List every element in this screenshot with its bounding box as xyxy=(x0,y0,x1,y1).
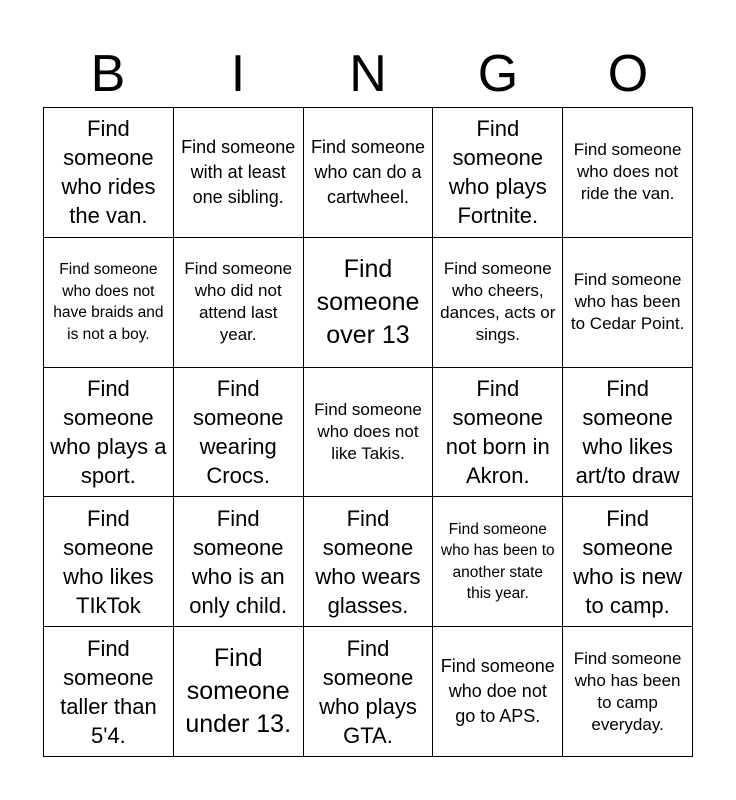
bingo-cell-r3-c5 xyxy=(563,368,693,498)
bingo-header xyxy=(43,40,693,108)
bingo-cell-r1-c5 xyxy=(563,108,693,238)
bingo-cell-r5-c4 xyxy=(433,627,563,757)
cell-text: Find someone who is an only child. xyxy=(189,505,288,618)
bingo-cell-r5-c1 xyxy=(44,627,174,757)
cell-text: Find someone who is new to camp. xyxy=(573,505,683,618)
cell-text: Find someone who wears glasses. xyxy=(315,505,421,618)
bingo-cell-r5-c3 xyxy=(304,627,434,757)
cell-text: Find someone taller than 5'4. xyxy=(60,635,157,748)
cell-text: Find someone who does not like Takis. xyxy=(314,399,422,463)
bingo-cell-r1-c1 xyxy=(44,108,174,238)
bingo-cell-r2-c2 xyxy=(174,238,304,368)
bingo-cell-r2-c3 xyxy=(304,238,434,368)
bingo-cell-r3-c3 xyxy=(304,368,434,498)
cell-text: Find someone who has been to another state this year. xyxy=(440,520,555,603)
header-letter-n: N xyxy=(349,45,387,103)
cell-text: Find someone with at least one sibling. xyxy=(181,136,296,207)
bingo-cell-r4-c2 xyxy=(174,497,304,627)
cell-text: Find someone who plays Fortnite. xyxy=(448,116,547,229)
cell-text: Find someone under 13. xyxy=(185,644,292,739)
bingo-cell-r4-c1 xyxy=(44,497,174,627)
cell-text: Find someone who plays a sport. xyxy=(50,375,167,488)
cell-text: Find someone wearing Crocs. xyxy=(192,375,284,488)
cell-text: Find someone who does not ride the van. xyxy=(573,140,682,204)
cell-text: Find someone who can do a cartwheel. xyxy=(310,136,426,207)
cell-text: Find someone who did not attend last year. xyxy=(184,259,293,345)
bingo-card-grid xyxy=(43,107,693,757)
header-letter-o: O xyxy=(607,45,649,103)
header-letter-b: B xyxy=(90,45,126,103)
cell-text: Find someone who cheers, dances, acts or sings. xyxy=(440,259,556,345)
cell-text: Find someone over 13 xyxy=(316,254,420,349)
bingo-cell-r1-c3 xyxy=(304,108,434,238)
bingo-cell-r1-c2 xyxy=(174,108,304,238)
cell-text: Find someone who likes art/to draw xyxy=(575,375,680,488)
cell-text: Find someone who does not have braids and is not a boy. xyxy=(53,261,164,343)
bingo-cell-r4-c4 xyxy=(433,497,563,627)
cell-text: Find someone who plays GTA. xyxy=(319,635,417,748)
bingo-cell-r5-c2 xyxy=(174,627,304,757)
bingo-cell-r5-c5 xyxy=(563,627,693,757)
bingo-cell-r3-c1 xyxy=(44,368,174,498)
header-letter-i: I xyxy=(230,45,246,103)
bingo-cell-r2-c4 xyxy=(433,238,563,368)
cell-text: Find someone who has been to camp everyday. xyxy=(573,648,682,734)
bingo-cell-r1-c4 xyxy=(433,108,563,238)
cell-text: Find someone who doe not go to APS. xyxy=(440,656,555,727)
bingo-cell-r4-c3 xyxy=(304,497,434,627)
bingo-cell-r4-c5 xyxy=(563,497,693,627)
header-letter-g: G xyxy=(477,45,519,103)
bingo-cell-r2-c5 xyxy=(563,238,693,368)
cell-text: Find someone not born in Akron. xyxy=(445,375,550,488)
bingo-cell-r3-c4 xyxy=(433,368,563,498)
cell-text: Find someone who rides the van. xyxy=(61,116,156,229)
bingo-cell-r2-c1 xyxy=(44,238,174,368)
cell-text: Find someone who likes TIkTok xyxy=(63,505,154,618)
cell-text: Find someone who has been to Cedar Point. xyxy=(570,270,685,334)
bingo-cell-r3-c2 xyxy=(174,368,304,498)
